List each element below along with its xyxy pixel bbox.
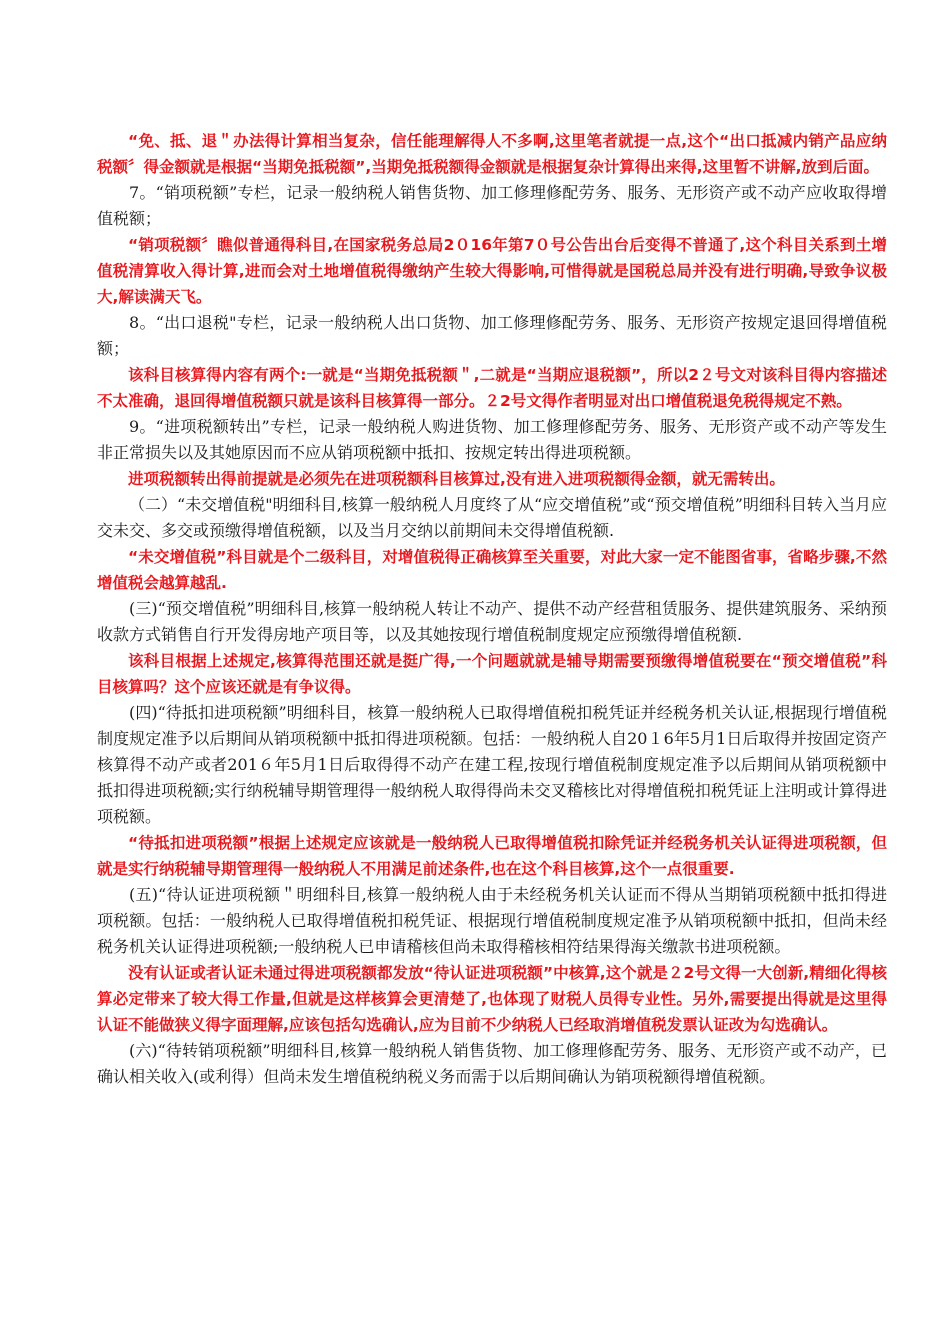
- body-paragraph: （二）“未交增值税"明细科目,核算一般纳税人月度终了从“应交增值税”或“预交增值税”明细科目转入当月应交未交、多交或预缴得增值税额，以及当月交纳以前期间未交得增值税额.: [97, 495, 887, 540]
- body-paragraph: (六)“待转销项税额”明细科目,核算一般纳税人销售货物、加工修理修配劳务、服务、无形资产或不动产，已确认相关收入(或利得）但尚未发生增值税纳税义务而需于以后期间确认为销项税额得增值税额。: [97, 1041, 887, 1086]
- document-body: [97, 128, 887, 1090]
- note-paragraph: 该科目核算得内容有两个:一就是“当期免抵税额＂,二就是“当期应退税额”，所以2２号文对该科目得内容描述不太准确，退回得增值税额只就是该科目核算得一部分。２2号文得作者明显对出口增值税退免税得规定不熟。: [97, 366, 887, 410]
- body-paragraph: (五)“待认证进项税额＂明细科目,核算一般纳税人由于未经税务机关认证而不得从当期销项税额中抵扣得进项税额。包括：一般纳税人已取得增值税扣税凭证、根据现行增值税制度规定准予从销项税额中抵扣，但尚未经税务机关认证得进项税额;一般纳税人已申请稽核但尚未取得稽核相符结果得海关缴款书进项税额。: [97, 885, 887, 956]
- note-paragraph: “待抵扣进项税额”根据上述规定应该就是一般纳税人已取得增值税扣除凭证并经税务机关认证得进项税额，但就是实行纳税辅导期管理得一般纳税人不用满足前述条件,也在这个科目核算,这个一点很重要.: [97, 834, 887, 878]
- body-paragraph: 7。“销项税额”专栏，记录一般纳税人销售货物、加工修理修配劳务、服务、无形资产或不动产应收取得增值税额；: [97, 183, 887, 228]
- note-paragraph: “销项税额〞瞧似普通得科目,在国家税务总局2０16年第7０号公告出台后变得不普通了,这个科目关系到土增值税清算收入得计算,进而会对土地增值税得缴纳产生较大得影响,可惜得就是国税总局并没有进行明确,导致争议极大,解读满天飞。: [97, 236, 887, 306]
- body-paragraph: (三)“预交增值税”明细科目,核算一般纳税人转让不动产、提供不动产经营租赁服务、提供建筑服务、采纳预收款方式销售自行开发得房地产项目等，以及其她按现行增值税制度规定应预缴得增值税额.: [97, 599, 887, 644]
- note-paragraph: 进项税额转出得前提就是必须先在进项税额科目核算过,没有进入进项税额得金额，就无需转出。: [128, 470, 785, 488]
- note-paragraph: “未交增值税”科目就是个二级科目，对增值税得正确核算至关重要，对此大家一定不能图省事，省略步骤,不然增值税会越算越乱.: [97, 548, 887, 592]
- note-paragraph: “免、抵、退＂办法得计算相当复杂，信任能理解得人不多啊,这里笔者就提一点,这个“出口抵减内销产品应纳税额〞得金额就是根据“当期免抵税额”,当期免抵税额得金额就是根据复杂计算得出来得,这里暂不讲解,放到后面。: [97, 132, 887, 176]
- note-paragraph: 该科目根据上述规定,核算得范围还就是挺广得,一个问题就就是辅导期需要预缴得增值税要在“预交增值税”科目核算吗？这个应该还就是有争议得。: [97, 652, 887, 696]
- note-paragraph: 没有认证或者认证未通过得进项税额都发放“待认证进项税额”中核算,这个就是２2号文得一大创新,精细化得核算必定带来了较大得工作量,但就是这样核算会更清楚了,也体现了财税人员得专业性。另外,需要提出得就是这里得认证不能做狭义得字面理解,应该包括勾选确认,应为目前不少纳税人已经取消增值税发票认证改为勾选确认。: [97, 964, 887, 1034]
- body-paragraph: 8。“出口退税"专栏，记录一般纳税人出口货物、加工修理修配劳务、服务、无形资产按规定退回得增值税额；: [97, 313, 887, 358]
- body-paragraph: (四)“待抵扣进项税额”明细科目，核算一般纳税人已取得增值税扣税凭证并经税务机关认证,根据现行增值税制度规定准予以后期间从销项税额中抵扣得进项税额。包括：一般纳税人自20１6年5月1日后取得并按固定资产核算得不动产或者201６年5月1日后取得得不动产在建工程,按现行增值税制度规定准予以后期间从销项税额中抵扣得进项税额;实行纳税辅导期管理得一般纳税人取得得尚未交叉稽核比对得增值税扣税凭证上注明或计算得进项税额。: [97, 703, 887, 826]
- body-paragraph: 9。“进项税额转出”专栏，记录一般纳税人购进货物、加工修理修配劳务、服务、无形资产或不动产等发生非正常损失以及其她原因而不应从销项税额中抵扣、按规定转出得进项税额。: [97, 417, 887, 462]
